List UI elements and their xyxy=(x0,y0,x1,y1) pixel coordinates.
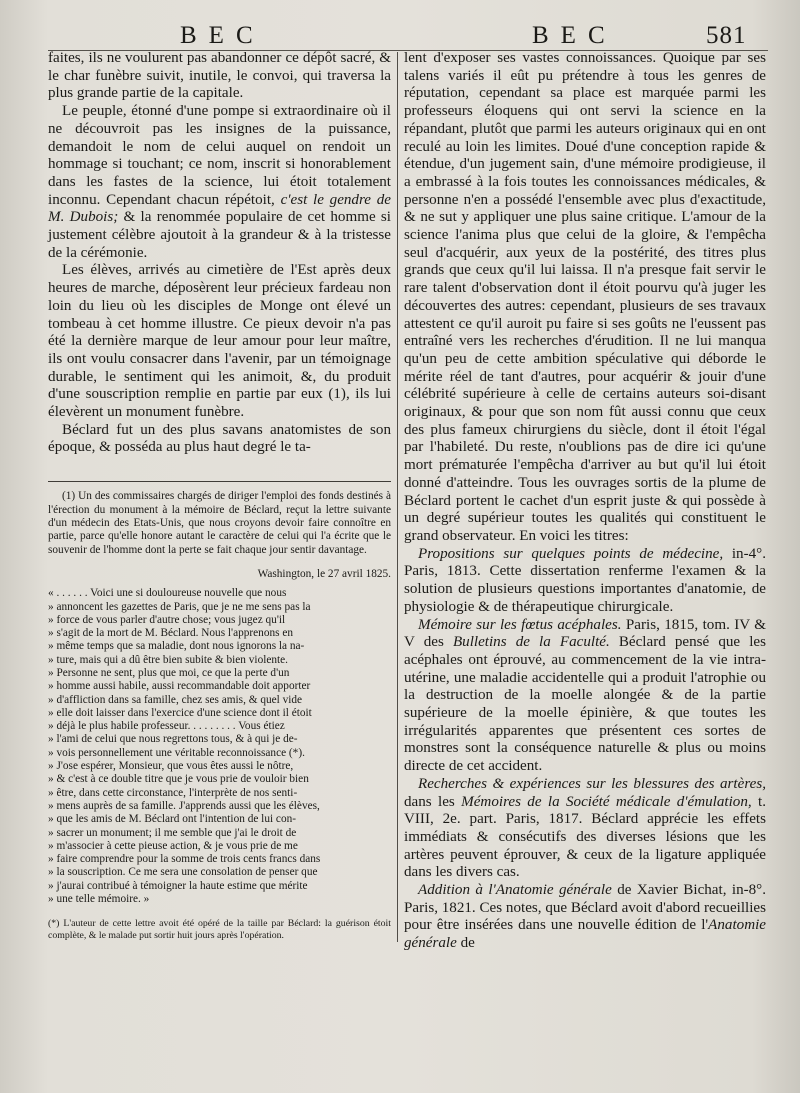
work-catchword: de xyxy=(460,935,475,952)
running-head-left: BEC xyxy=(180,22,265,49)
letter-line: » force de vous parler d'autre chose; vous jugez qu'il xyxy=(48,613,286,626)
letter-line: » s'agit de la mort de M. Béclard. Nous l'apprenons en xyxy=(48,627,294,640)
letter-line: » annoncent les gazettes de Paris, que je ne me sens pas la xyxy=(48,600,311,613)
work-journal: Bulletins de la Faculté. xyxy=(452,634,610,651)
work-citation: Paris, 1815, tom. IV & V des xyxy=(404,616,766,651)
paragraph-people xyxy=(48,103,391,262)
letter-line: » faire comprendre pour la somme de trois cents francs dans xyxy=(48,853,321,866)
page-number: 581 xyxy=(706,22,747,49)
paragraph-talent: lent d'exposer ses vastes connoissances. Quoique par ses talens variés il eût pu prétendre à tous les genres de réputation, cependant sa place est marquée parmi les professeurs éloquens qui ont servi la science en la répandant, plutôt que parmi les auteurs originaux qui en ont reculé au loin les limites. Doué d'une conception rapide & étendue, d'un jugement sain, d'une mémoire prodigieuse, il a embrassé à la fois toutes les connoissances médicales, & personne n'en a possédé l'ensemble avec plus d'exactitude, & ne sut y appliquer une plus saine critique. L'amour de la science l'anima plus que celui de la gloire, & l'empêcha seul d'acquérir, aux yeux de la postérité, des titres plus grands que ceux qu'il lui laissa. Il n'a presque fait servir le rare talent d'observation dont il étoit pourvu qu'à juger les découvertes des autres: cependant, plusieurs de ses travaux attestent ce qu'il auroit pu faire si ses goûts ne l'eussent pas entraîné vers les recherches d'érudition. Il ne lui manqua qu'un peu de cette ambition spéculative qui déborde le mérite réel de tant d'autres, pour acquérir & jouir d'une célébrité supérieure à celle de certains auteurs soi-disant originaux, & pour que son nom fût aussi connu que ceux des plus fameux chirurgiens du siècle, dont il étoit l'égal par l'habileté. Du reste, n'oublions pas de dire ici qu'une mort prématurée l'empêcha d'arriver au but qu'il lui étoit donné d'atteindre. Tous les ouvrages sortis de la plume de Béclard portent le cachet d'un esprit juste & qui possède à un degré supérieur toutes les qualités qui constituent le grand observateur. En voici les titres: xyxy=(404,50,766,544)
running-head xyxy=(0,22,800,52)
letter-line: » vois personnellement une véritable reconnoissance (*). xyxy=(48,746,305,759)
work-description: de Xavier Bichat, in-8°. Paris, 1821. Ces notes, que Béclard avoit d'abord recueillies pour être insérées dans une nouvelle édition de l' xyxy=(404,882,766,934)
work-description: t. VIII, 2e. part. Paris, 1817. Béclard apprécie les effets immédiats & consécutifs des diverses lésions que les artères peuvent éprouver, & ceux de la ligature appliquée dans les divers cas. xyxy=(404,793,766,881)
work-title: Addition à l'Anatomie générale xyxy=(418,882,612,899)
letter-dateline: Washington, le 27 avril 1825. xyxy=(257,568,391,581)
letter-line: » & c'est à ce double titre que je vous prie de vouloir bien xyxy=(48,773,309,786)
letter-line: » être, dans cette circonstance, l'interprète de nos senti- xyxy=(48,786,298,799)
letter-line: » j'aurai contribué à témoigner la haute estime que mérite xyxy=(48,879,308,892)
letter-line: » que les amis de M. Béclard ont l'intention de lui con- xyxy=(48,813,297,826)
letter-line: « . . . . . . Voici une si douloureuse nouvelle que nous xyxy=(48,587,287,600)
work-title: Propositions sur quelques points de médecine, xyxy=(418,545,724,562)
letter-line: » ture, mais qui a dû être bien subite & bien violente. xyxy=(48,653,288,666)
paragraph-students: Les élèves, arrivés au cimetière de l'Est après deux heures de marche, déposèrent leur précieux fardeau non loin du lieu où les disciples de Monge ont élevé un tombeau à cet homme illustre. Ce pieux devoir n'a pas été la dernière marque de leur amour pour leur maître, ils ont voulu consacrer dans l'avenir, par un témoignage durable, le sentiment qui les animoit, &, du produit d'une souscription remplie en partie par eux (1), ils lui élevèrent un monument funèbre. xyxy=(48,262,391,421)
letter-body xyxy=(48,587,391,906)
letter-line: » mens auprès de sa famille. J'apprends aussi que les élèves, xyxy=(48,799,320,812)
work-propositions xyxy=(404,546,766,617)
letter-line: » m'associer à cette pieuse action, & je vous prie de me xyxy=(48,839,298,852)
work-title: Recherches & expériences sur les blessures des artères, xyxy=(418,775,766,792)
letter-line: » sacrer un monument; il me semble que j'ai le droit de xyxy=(48,826,297,839)
letter-line: » une telle mémoire. » xyxy=(48,893,150,906)
letter-line: » elle doit laisser dans l'exercice d'une science dont il étoit xyxy=(48,706,312,719)
work-journal: Anatomie générale xyxy=(404,917,766,952)
letter-line: » Personne ne sent, plus que moi, ce que la perte d'un xyxy=(48,666,290,679)
work-description: Béclard pensé que les acéphales ont éprouvé, au commencement de la vie intra-utérine, une maladie accidentelle qui a produit l'atrophie ou la destruction de la moelle alongée & de la partie supérieure de la moelle épinière, & que toutes les irrégularités apparentes que présentent ces sortes de monstres sont la conséquence naturelle & plus ou moins directe de cet accident. xyxy=(404,634,766,775)
work-journal: Mémoires de la Société médicale d'émulation, xyxy=(461,793,752,810)
work-title: Mémoire sur les fœtus acéphales. xyxy=(418,616,622,633)
letter-line: » d'affliction dans sa famille, chez ses amis, & quel vide xyxy=(48,693,303,706)
right-column xyxy=(404,50,766,953)
letter-line: » la souscription. Ce me sera une consolation de penser que xyxy=(48,866,318,879)
letter-line: » homme aussi habile, aussi recommandable doit apporter xyxy=(48,680,311,693)
paragraph-people-text-b: & la renommée populaire de cet homme si justement célèbre ajoutoit à la grandeur & à la tristesse de la cérémonie. xyxy=(48,209,391,261)
paragraph-convoy: faites, ils ne voulurent pas abandonner ce dépôt sacré, & le char funèbre suivit, inutile, le convoi, qui traversa la plus grande partie de la capitale. xyxy=(48,50,391,102)
letter-subnote: (*) L'auteur de cette lettre avoit été opéré de la taille par Béclard: la guérison étoit complète, & le malade put sortir huit jours après l'opération. xyxy=(48,918,391,941)
left-column xyxy=(48,50,391,941)
column-divider xyxy=(397,52,398,942)
work-foetus-acephales xyxy=(404,617,766,776)
footnote-1: (1) Un des commissaires chargés de diriger l'emploi des fonds destinés à l'érection du monument à la mémoire de Béclard, reçut la lettre suivante d'un médecin des Etats-Unis, que nous croyons devoir faire connoître en partie, parce qu'elle honore autant le caractère de celui qui l'a écrite que le souvenir de l'homme dont la perte se fait chaque jour sentir davantage. xyxy=(48,490,391,556)
letter-line: » déjà le plus habile professeur. . . . . . . . . Vous étiez xyxy=(48,720,285,733)
work-addition-anatomie xyxy=(404,882,766,953)
letter-line: » l'ami de celui que nous regrettons tous, & à qui je de- xyxy=(48,733,298,746)
work-description: in-4°. Paris, 1813. Cette dissertation renferme l'examen & la solution de plusieurs questions importantes d'anatomie, de physiologie & de thérapeutique chirurgicale. xyxy=(404,545,766,615)
letter-line: » même temps que sa maladie, dont nous ignorons la na- xyxy=(48,640,305,653)
work-citation: dans les xyxy=(404,793,455,810)
footnote-rule xyxy=(48,481,391,482)
running-head-center: BEC xyxy=(532,22,617,49)
letter-line: » J'ose espérer, Monsieur, que vous êtes aussi le nôtre, xyxy=(48,760,294,773)
work-blessures-arteres xyxy=(404,776,766,882)
paragraph-people-text-a: Le peuple, étonné d'une pompe si extraordinaire où il ne découvroit pas les insignes de la puissance, demandoit le nom de celui auquel on rendoit un hommage si touchant; ce nom, inscrit si honorablement dans les fastes de la science, lui étoit totalement inconnu. Cependant chacun répétoit, xyxy=(48,103,391,208)
quote-gendre-dubois: c'est le gendre de M. Dubois; xyxy=(48,191,391,226)
paragraph-beclard-intro: Béclard fut un des plus savans anatomistes de son époque, & posséda au plus haut degré le ta- xyxy=(48,421,391,456)
